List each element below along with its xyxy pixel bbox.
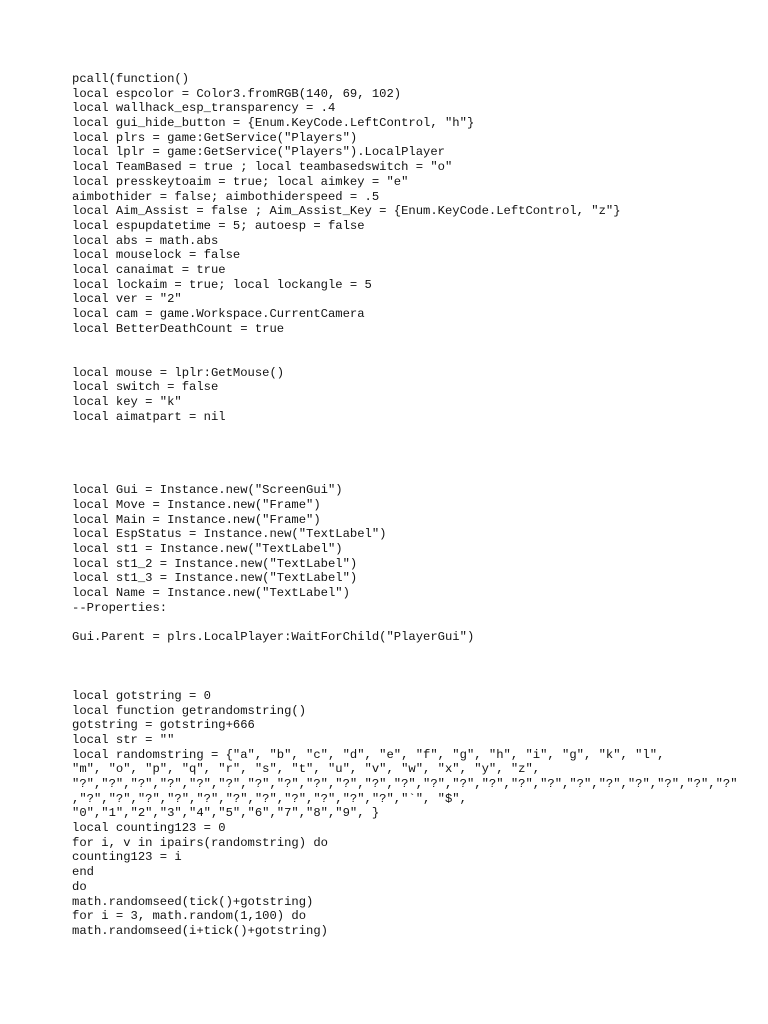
code-line: local Gui = Instance.new("ScreenGui") <box>72 483 343 498</box>
code-line <box>72 674 752 689</box>
code-line: pcall(function() <box>72 72 190 86</box>
code-line: ,"?","?","?","?","?","?","?","?","?","?","?","`", "$", <box>72 791 467 806</box>
code-line: local st1_2 = Instance.new("TextLabel") <box>72 556 358 571</box>
code-line: local switch = false <box>72 380 219 395</box>
code-line <box>72 439 752 454</box>
code-line: Gui.Parent = plrs.LocalPlayer:WaitForChild("PlayerGui") <box>72 630 475 645</box>
code-line: local TeamBased = true ; local teambasedswitch = "o" <box>72 160 453 175</box>
code-line <box>72 660 752 675</box>
code-line: gotstring = gotstring+666 <box>72 718 255 733</box>
code-line: local randomstring = {"a", "b", "c", "d", "e", "f", "g", "h", "i", "g", "k", "l", <box>72 747 665 762</box>
code-line <box>72 336 752 351</box>
code-line: local Name = Instance.new("TextLabel") <box>72 586 350 601</box>
code-line: local cam = game.Workspace.CurrentCamera <box>72 307 365 321</box>
code-line: local plrs = game:GetService("Players") <box>72 130 358 145</box>
code-line <box>72 425 752 440</box>
code-line: local presskeytoaim = true; local aimkey = "e" <box>72 174 409 189</box>
code-line: local st1 = Instance.new("TextLabel") <box>72 542 343 556</box>
code-line: local key = "k" <box>72 395 182 410</box>
code-line: "0","1","2","3","4","5","6","7","8","9", } <box>72 806 380 821</box>
code-line: do <box>72 879 87 894</box>
code-line: local str = "" <box>72 732 175 747</box>
code-line <box>72 469 752 484</box>
code-line: for i, v in ipairs(randomstring) do <box>72 835 328 850</box>
code-line: local canaimat = true <box>72 262 226 277</box>
code-line <box>72 645 752 660</box>
code-line: local espcolor = Color3.fromRGB(140, 69, 102) <box>72 86 402 101</box>
code-line: local counting123 = 0 <box>72 821 226 836</box>
code-line: local function getrandomstring() <box>72 703 307 718</box>
code-line: --Properties: <box>72 600 168 615</box>
code-line: counting123 = i <box>72 850 182 865</box>
code-line: for i = 3, math.random(1,100) do <box>72 909 307 924</box>
code-line: local EspStatus = Instance.new("TextLabel") <box>72 527 387 542</box>
code-line: local aimatpart = nil <box>72 409 226 424</box>
code-line: local mouse = lplr:GetMouse() <box>72 365 285 380</box>
code-line: local lplr = game:GetService("Players").LocalPlayer <box>72 145 445 160</box>
code-line: math.randomseed(tick()+gotstring) <box>72 894 314 909</box>
code-line: "m", "o", "p", "q", "r", "s", "t", "u", "v", "w", "x", "y", "z", <box>72 762 541 777</box>
code-line <box>72 615 752 630</box>
code-line: end <box>72 865 94 880</box>
code-line: local lockaim = true; local lockangle = 5 <box>72 277 372 292</box>
code-line: local gotstring = 0 <box>72 688 211 703</box>
code-line: local wallhack_esp_transparency = .4 <box>72 101 336 116</box>
code-line <box>72 351 752 366</box>
code-line: aimbothider = false; aimbothiderspeed = .5 <box>72 189 380 204</box>
code-line: local abs = math.abs <box>72 233 219 248</box>
code-line: local BetterDeathCount = true <box>72 321 285 336</box>
code-line: math.randomseed(i+tick()+gotstring) <box>72 923 328 938</box>
code-line: local st1_3 = Instance.new("TextLabel") <box>72 571 358 586</box>
code-line <box>72 454 752 469</box>
code-line: local mouselock = false <box>72 248 241 263</box>
code-line: local Main = Instance.new("Frame") <box>72 512 321 527</box>
code-listing <box>72 72 752 939</box>
code-line: local gui_hide_button = {Enum.KeyCode.LeftControl, "h"} <box>72 116 475 131</box>
code-line: local Aim_Assist = false ; Aim_Assist_Key = {Enum.KeyCode.LeftControl, "z"} <box>72 204 621 219</box>
code-line: local espupdatetime = 5; autoesp = false <box>72 218 365 233</box>
code-line: local ver = "2" <box>72 292 182 307</box>
code-line: "?","?","?","?","?","?","?","?","?","?","?","?","?","?","?","?","?","?","?","?","?","?","?" <box>72 777 738 791</box>
code-line: local Move = Instance.new("Frame") <box>72 497 321 512</box>
